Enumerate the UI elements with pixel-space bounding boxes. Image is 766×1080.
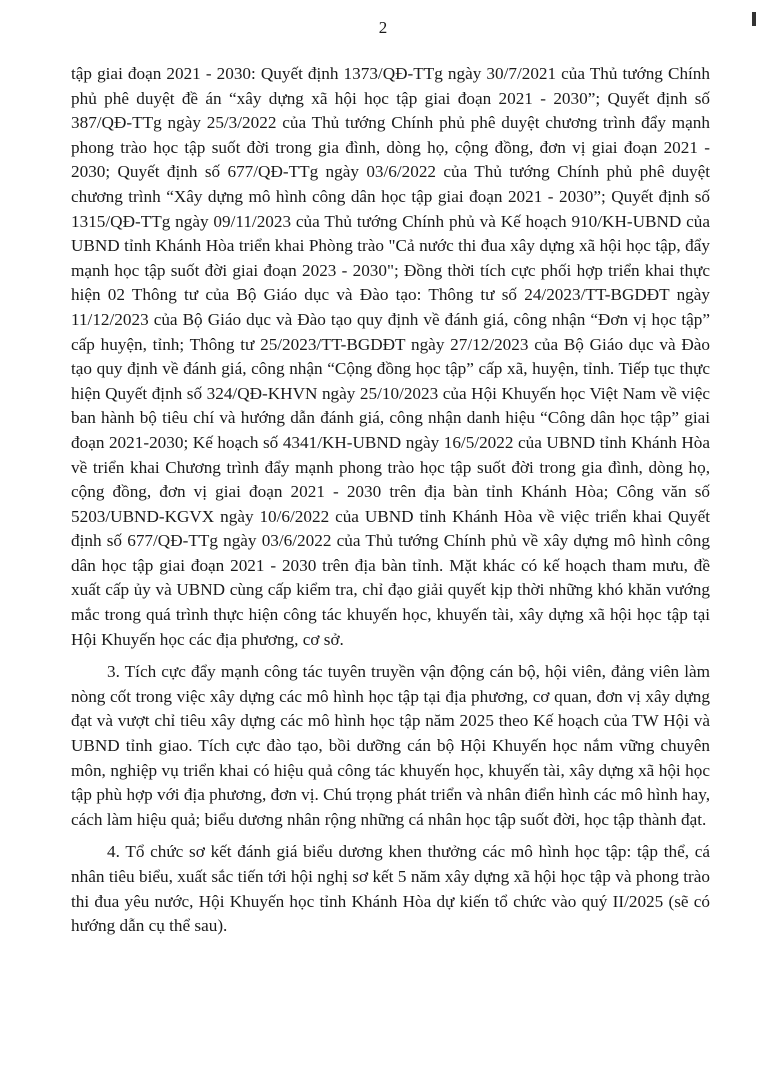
document-body (71, 62, 710, 939)
corner-mark (752, 12, 756, 26)
paragraph-item-3: 3. Tích cực đẩy mạnh công tác tuyên truyền vận động cán bộ, hội viên, đảng viên làm nòng cốt trong việc xây dựng các mô hình học tập tại địa phương, cơ quan, đơn vị xây dựng đạt và vượt chỉ tiêu xây dựng các mô hình học tập năm 2025 theo Kế hoạch của TW Hội và UBND tỉnh giao. Tích cực đào tạo, bồi dưỡng cán bộ Hội Khuyến học nắm vững chuyên môn, nghiệp vụ triển khai có hiệu quả công tác khuyến học, khuyến tài, xây dựng xã hội học tập phù hợp với địa phương, đơn vị. Chú trọng phát triển và nhân điển hình các mô hình hay, cách làm hiệu quả; biểu dương nhân rộng những cá nhân học tập suốt đời, học tập thành đạt. (71, 662, 710, 829)
paragraph-item-4: 4. Tổ chức sơ kết đánh giá biểu dương khen thưởng các mô hình học tập: tập thể, cá nhân tiêu biểu, xuất sắc tiến tới hội nghị sơ kết 5 năm xây dựng xã hội học tập và phong trào thi đua yêu nước, Hội Khuyến học tỉnh Khánh Hòa dự kiến tổ chức vào quý II/2025 (sẽ có hướng dẫn cụ thể sau). (71, 842, 710, 936)
page-number: 2 (378, 18, 388, 37)
paragraph-continued: tập giai đoạn 2021 - 2030: Quyết định 1373/QĐ-TTg ngày 30/7/2021 của Thủ tướng Chính phủ phê duyệt đề án “xây dựng xã hội học tập giai đoạn 2021 - 2030”; Quyết định số 387/QĐ-TTg ngày 25/3/2022 của Thủ tướng Chính phủ phê duyệt chương trình đẩy mạnh phong trào học tập suốt đời trong gia đình, dòng họ, cộng đồng, đơn vị giai đoạn 2021 - 2030; Quyết định số 677/QĐ-TTg ngày 03/6/2022 của Thủ tướng Chính phủ phê duyệt chương trình “Xây dựng mô hình công dân học tập giai đoạn 2021 - 2030”; Quyết định số 1315/QĐ-TTg ngày 09/11/2023 của Thủ tướng Chính phủ và Kế hoạch 910/KH-UBND của UBND tỉnh Khánh Hòa triển khai Phòng trào "Cả nước thi đua xây dựng xã hội học tập, đẩy mạnh học tập suốt đời giai đoạn 2023 - 2030"; Đồng thời tích cực phối hợp triển khai thực hiện 02 Thông tư của Bộ Giáo dục và Đào tạo: Thông tư số 24/2023/TT-BGDĐT ngày 11/12/2023 của Bộ Giáo dục và Đào tạo quy định về đánh giá, công nhận “Đơn vị học tập” cấp huyện, tỉnh; Thông tư 25/2023/TT-BGDĐT ngày 27/12/2023 của Bộ Giáo dục và Đào tạo quy định về đánh giá, công nhận “Cộng đồng học tập” cấp xã, huyện, tỉnh. Tiếp tục thực hiện Quyết định số 324/QĐ-KHVN ngày 25/10/2023 của Hội Khuyến học Việt Nam về việc ban hành bộ tiêu chí và hướng dẫn đánh giá, công nhận danh hiệu “Công dân học tập” giai đoạn 2021-2030; Kế hoạch số 4341/KH-UBND ngày 16/5/2022 của UBND tỉnh Khánh Hòa về triển khai Chương trình đẩy mạnh phong trào học tập suốt đời trong gia đình, dòng họ, cộng đồng, đơn vị giai đoạn 2021 - 2030 trên địa bàn tỉnh Khánh Hòa; Công văn số 5203/UBND-KGVX ngày 10/6/2022 của UBND tỉnh Khánh Hòa về việc triển khai Quyết định số 677/QĐ-TTg ngày 03/6/2022 của Thủ tướng Chính phủ về xây dựng mô hình công dân học tập giai đoạn 2021 - 2030 trên địa bàn tỉnh. Mặt khác có kế hoạch tham mưu, đề xuất cấp ủy và UBND cùng cấp kiểm tra, chỉ đạo giải quyết kịp thời những khó khăn vướng mắc trong quá trình thực hiện công tác khuyến học, khuyến tài, xây dựng xã hội học tập tại Hội Khuyến học các địa phương, cơ sở. (71, 64, 710, 649)
